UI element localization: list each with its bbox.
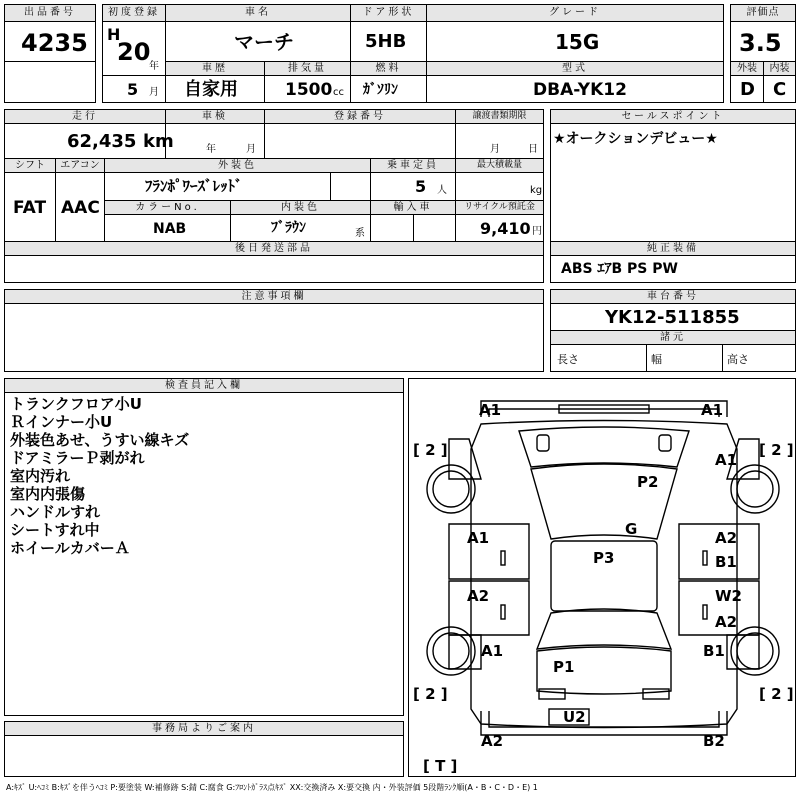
load-unit: kg [530, 185, 543, 196]
wheel-front-left-inner [433, 471, 469, 507]
damage-mark: U2 [563, 708, 586, 726]
damage-mark: P1 [553, 658, 575, 676]
body-outline [471, 421, 737, 728]
chassis-cell [550, 303, 796, 331]
reg-month: 5 [127, 80, 139, 99]
width-label: 幅 [651, 353, 662, 366]
colorno-label: カラーNo. [104, 200, 231, 215]
damage-mark: G [625, 520, 638, 538]
inspector-line: ドアミラーＰ剥がれ [10, 449, 145, 467]
inspection-label: 車検 [165, 109, 265, 124]
transfer-label: 譲渡書類期限 [455, 109, 544, 124]
headlight-right [659, 435, 671, 451]
intcolor: ﾌﾞﾗｳﾝ [271, 220, 306, 236]
ext-score: D [740, 79, 755, 100]
side-bracket-left-top: [ 2 ] [413, 441, 448, 459]
height-cell [722, 344, 796, 372]
lot-number: 4235 [21, 29, 88, 57]
damage-mark: A1 [701, 401, 724, 419]
intcolor-unit: 系 [355, 228, 365, 239]
inspection-cell [165, 123, 265, 159]
grade: 15G [555, 30, 600, 54]
displacement-unit: cc [333, 87, 344, 98]
lot-label: 出品番号 [4, 4, 96, 22]
name-cell [165, 21, 351, 62]
insp-year-unit: 年 [206, 144, 216, 155]
rear-bumper-inner [489, 711, 719, 727]
wheel-front-left [427, 465, 475, 513]
notes-cell [4, 303, 544, 372]
side-bracket-right-top: [ 2 ] [759, 441, 794, 459]
inspector-line: ホイールカバーＡ [10, 539, 130, 557]
taillight-right [643, 689, 669, 699]
recycle-label: リサイクル預託金 [455, 200, 544, 215]
colorno-cell [104, 214, 231, 242]
capacity-cell [370, 172, 456, 201]
model-label: 型式 [426, 61, 724, 76]
handle-front-left [501, 551, 505, 565]
history-cell [165, 75, 265, 103]
fuel-cell [350, 75, 427, 103]
mileage-label: 走行 [4, 109, 166, 124]
damage-mark: W2 [715, 587, 742, 605]
score-label: 評価点 [730, 4, 796, 22]
wheel-rear-left [427, 627, 475, 675]
damage-mark: P2 [637, 473, 659, 491]
inspector-line: シートすれ中 [10, 521, 100, 539]
displacement-label: 排気量 [264, 61, 351, 76]
chassis-label: 車台番号 [550, 289, 796, 304]
inspector-line: Ｒインナー小U [10, 413, 113, 431]
color-cell [104, 172, 331, 201]
damage-mark: P3 [593, 549, 615, 567]
chassis-number: YK12-511855 [605, 307, 740, 328]
notes-label: 注意事項欄 [4, 289, 544, 304]
damage-diagram-box [408, 378, 796, 777]
intcolor-label: 内装色 [230, 200, 371, 215]
ext-cell [730, 75, 764, 103]
import-label: 輸入車 [370, 200, 456, 215]
door-type: 5HB [365, 31, 407, 52]
transfer-day-unit: 日 [528, 144, 538, 155]
displacement-cell [264, 75, 351, 103]
side-bracket-right-bottom: [ 2 ] [759, 685, 794, 703]
inspector-cell [4, 392, 404, 716]
reg-label: 初度登録 [102, 4, 166, 22]
headlight-left [537, 435, 549, 451]
damage-mark: A1 [479, 401, 502, 419]
load-label: 最大積載量 [455, 158, 544, 173]
sales-cell [550, 123, 796, 242]
mileage: 62,435 [67, 131, 137, 152]
damage-mark: A2 [481, 732, 504, 750]
door-label: ドア形状 [350, 4, 427, 22]
car-name: マーチ [234, 30, 294, 54]
door-cell [350, 21, 427, 62]
insp-month-unit: 月 [246, 144, 256, 155]
side-bracket-left-bottom: [ 2 ] [413, 685, 448, 703]
month-unit: 月 [149, 87, 159, 98]
year-unit: 年 [149, 61, 159, 72]
handle-rear-left [501, 605, 505, 619]
inspector-line: トランクフロア小U [10, 395, 142, 413]
ext-label: 外装 [730, 61, 764, 76]
color-extra-cell [330, 172, 371, 201]
score: 3.5 [739, 29, 782, 57]
shift-cell [4, 172, 56, 242]
capacity: 5 [415, 177, 427, 196]
office-label: 事務局よりご案内 [4, 721, 404, 736]
front-fender-left [449, 439, 481, 479]
int-score: C [773, 79, 787, 100]
damage-mark: A1 [481, 642, 504, 660]
sales-point: ★オークションデビュー★ [553, 131, 718, 147]
inspector-line: 外装色あせ、うすい線キズ [10, 431, 190, 449]
displacement: 1500 [285, 80, 333, 100]
length-cell [550, 344, 647, 372]
damage-mark: B2 [703, 732, 725, 750]
grade-label: グレード [426, 4, 724, 22]
wheel-rear-right [731, 627, 779, 675]
regno-label: 登録番号 [264, 109, 456, 124]
ac: AAC [61, 198, 100, 218]
transfer-month-unit: 月 [490, 144, 500, 155]
fuel-label: 燃料 [350, 61, 427, 76]
model: DBA-YK12 [533, 80, 627, 100]
load-cell [455, 172, 544, 201]
damage-mark: B1 [715, 553, 737, 571]
equip-label: 純正装備 [550, 241, 796, 256]
inspector-line: 室内内張傷 [10, 485, 86, 503]
hood-outline [519, 427, 689, 467]
wheel-rear-left-inner [433, 633, 469, 669]
name-label: 車名 [165, 4, 351, 22]
ac-cell [55, 172, 105, 242]
lot-cell [4, 21, 96, 62]
capacity-label: 乗車定員 [370, 158, 456, 173]
intcolor-cell [230, 214, 371, 242]
taillight-left [539, 689, 565, 699]
import-cell-a [370, 214, 414, 242]
wheel-rear-right-inner [737, 633, 773, 669]
history-label: 車歴 [165, 61, 265, 76]
rear-bumper-outline [481, 711, 727, 735]
color-label: 外装色 [104, 158, 371, 173]
reg-month-cell [102, 75, 166, 103]
sales-label: セールスポイント [550, 109, 796, 124]
import-cell-b [413, 214, 456, 242]
width-cell [646, 344, 723, 372]
handle-rear-right [703, 605, 707, 619]
wheel-front-right [731, 465, 779, 513]
history: 自家用 [184, 79, 238, 100]
int-label: 内装 [763, 61, 796, 76]
legend: A:ｷｽﾞ U:ﾍｺﾐ B:ｷｽﾞを伴うﾍｺﾐ P:要塗装 W:補修跡 S:錆 C:腐食 G:ﾌﾛﾝﾄｶﾞﾗｽ点ｷｽﾞ XX:交換済み X:要交換 内・外装評価 5段階ﾗﾝｸ順(A・B・C・D・E) 1 [6, 783, 538, 792]
ac-label: エアコン [55, 158, 105, 173]
score-cell [730, 21, 796, 62]
trunk-bracket: [ T ] [423, 757, 458, 775]
damage-mark: A2 [467, 587, 490, 605]
reg-year-cell [102, 21, 166, 76]
damage-mark: A2 [715, 529, 738, 547]
inspector-line: ハンドルすれ [10, 503, 101, 521]
color: ﾌﾗﾝﾎﾟﾜｰｽﾞﾚｯﾄﾞ [145, 177, 243, 195]
era: H [107, 25, 121, 44]
grade-cell [426, 21, 724, 62]
rear-window-outline [537, 609, 671, 649]
wheel-front-right-inner [737, 471, 773, 507]
capacity-unit: 人 [437, 185, 447, 196]
damage-mark: A1 [715, 451, 738, 469]
length-label: 長さ [557, 353, 579, 366]
shift-label: シフト [4, 158, 56, 173]
mileage-cell [4, 123, 174, 159]
lot-blank-cell [4, 61, 96, 103]
height-label: 高さ [727, 353, 749, 366]
damage-mark: A1 [467, 529, 490, 547]
shift: FAT [13, 198, 47, 218]
mileage-unit: km [143, 131, 174, 152]
later-cell [4, 255, 544, 283]
equipment: ABS ｴｱB PS PW [561, 261, 678, 277]
damage-mark: B1 [703, 642, 725, 660]
damage-mark: A2 [715, 613, 738, 631]
recycle-cell [455, 214, 544, 242]
reg-year: 20 [117, 38, 151, 66]
equip-cell [550, 255, 796, 283]
model-cell [426, 75, 724, 103]
dim-label: 諸元 [550, 330, 796, 345]
inspector-line: 室内汚れ [10, 467, 71, 485]
inspector-label: 検査員記入欄 [4, 378, 404, 393]
int-cell [763, 75, 796, 103]
office-cell [4, 735, 404, 777]
transfer-cell [455, 123, 544, 159]
colorno: NAB [153, 221, 187, 237]
regno-cell [264, 123, 456, 159]
car-diagram [409, 379, 795, 776]
later-label: 後日発送部品 [4, 241, 544, 256]
handle-front-right [703, 551, 707, 565]
recycle: 9,410 [480, 219, 531, 238]
fuel: ｶﾞｿﾘﾝ [363, 82, 398, 98]
recycle-unit: 円 [532, 226, 542, 237]
